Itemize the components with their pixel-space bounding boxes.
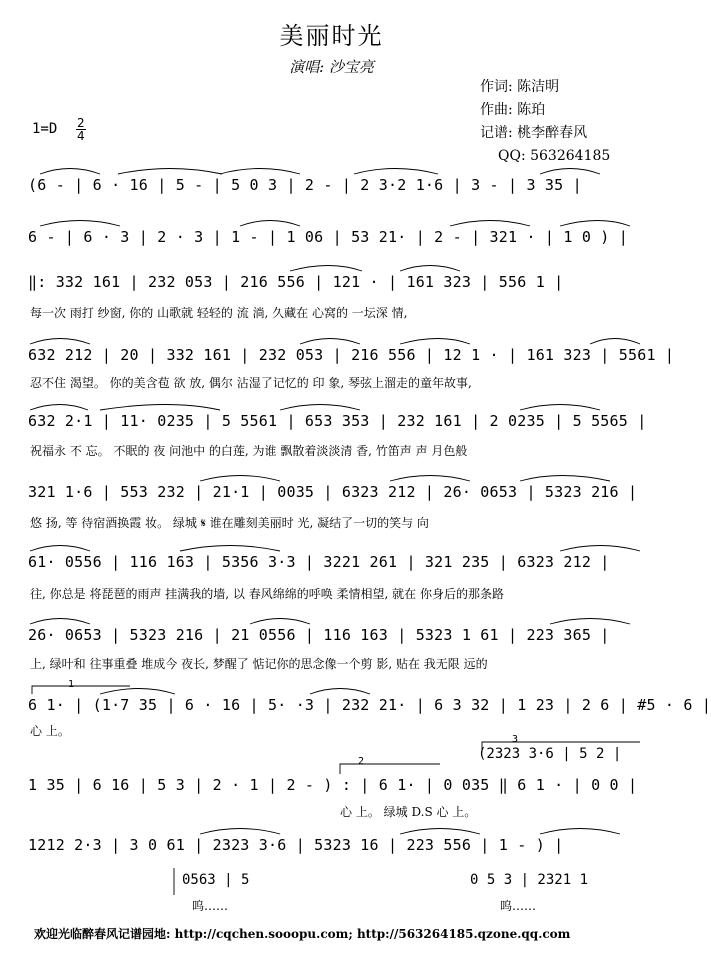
volta-3-label: 3 (512, 734, 519, 745)
credits-block (480, 76, 610, 168)
lyric-line-10: 心 上。 绿城 D.S 心 上。 (340, 805, 477, 819)
key-signature: 1=D (32, 121, 58, 137)
notation-line-1: (6 - | 6 · 16 | 5 - | 5 0 3 | 2 - | 2 3·2 1·6 | 3 - | 3 35 | (28, 176, 582, 194)
time-signature-bottom: 4 (77, 129, 85, 143)
volta-1-label: 1 (68, 679, 75, 690)
notation-line-2: 6 - | 6 · 3 | 2 · 3 | 1 - | 1 06 | 53 21· | 2 - | 321 · | 1 0 ) | (28, 228, 628, 246)
qq-credit: QQ: 563264185 (498, 148, 611, 164)
ossia-left-notation: 0563 | 5 (182, 872, 250, 888)
composer-credit: 作曲: 陈珀 (480, 102, 546, 118)
notation-line-10: 1 35 | 6 16 | 5 3 | 2 · 1 | 2 - ) : | 6 1· | 0 035 ‖ 6 1 · | 0 0 | (28, 776, 638, 794)
notation-line-11: 1212 2·3 | 3 0 61 | 2323 3·6 | 5323 16 | 223 556 | 1 - ) | (28, 836, 564, 854)
time-signature-top: 2 (77, 116, 85, 130)
notation-line-6: 321 1·6 | 553 232 | 21·1 | 0035 | 6323 212 | 26· 0653 | 5323 216 | (28, 483, 638, 501)
lyricist-credit: 作词: 陈洁明 (480, 79, 560, 95)
lyric-line-3: 每一次 雨打 纱窗, 你的 山歌就 轻轻的 流 淌, 久藏在 心窝的 一坛深 情, (30, 306, 408, 320)
footer-links: 欢迎光临醉春风记谱园地: http://cqchen.sooopu.com; http://563264185.qzone.qq.com (34, 927, 571, 941)
notation-line-4: 632 212 | 20 | 332 161 | 232 053 | 216 556 | 12 1 · | 161 323 | 5561 | (28, 346, 675, 364)
lyric-line-6: 悠 扬, 等 待宿酒换霞 妆。 绿城 𝄋 谁在雕刻美丽时 光, 凝结了一切的笑与 向 (30, 516, 429, 530)
alt-ending-notation: (2323 3·6 | 5 2 | (478, 746, 622, 762)
notation-line-3: ‖: 332 161 | 232 053 | 216 556 | 121 · | 161 323 | 556 1 | (28, 273, 564, 291)
volta-2-label: 2 (358, 756, 365, 767)
lyric-line-8: 上, 绿叶和 往事重叠 堆成今 夜长, 梦醒了 惦记你的思念像一个剪 影, 贴在 我无限 远的 (30, 657, 488, 671)
notation-line-5: 632 2·1 | 11· 0235 | 5 5561 | 653 353 | 232 161 | 2 0235 | 5 5565 | (28, 412, 647, 430)
notation-line-9: 6 1· | (1·7 35 | 6 · 16 | 5· ·3 | 232 21· | 6 3 32 | 1 23 | 2 6 | #5 · 6 | (28, 696, 711, 714)
lyric-line-4: 忍不住 渴望。 你的美含苞 欲 放, 偶尔 沾湿了记忆的 印 象, 琴弦上溜走的童年故事, (30, 376, 472, 390)
singer-credit: 演唱: 沙宝亮 (289, 58, 374, 76)
notation-line-8: 26· 0653 | 5323 216 | 21 0556 | 116 163 | 5323 1 61 | 223 365 | (28, 626, 610, 644)
ossia-right-notation: 0 5 3 | 2321 1 (470, 872, 589, 888)
transcriber-credit: 记谱: 桃李醉春风 (480, 125, 588, 141)
time-signature (76, 117, 86, 142)
song-title: 美丽时光 (279, 22, 384, 50)
notation-line-7: 61· 0556 | 116 163 | 5356 3·3 | 3221 261 | 321 235 | 6323 212 | (28, 553, 610, 571)
ossia-right-lyric: 呜…… (500, 899, 537, 913)
lyric-line-7: 往, 你总是 将琵琶的雨声 挂满我的墙, 以 春风绵绵的呼唤 柔情相望, 就在 你身后的那条路 (30, 587, 504, 601)
ossia-left-lyric: 呜…… (192, 899, 229, 913)
lyric-line-5: 祝福永 不 忘。 不眠的 夜 问池中 的白莲, 为谁 飘散着淡淡清 香, 竹笛声 声 月色般 (30, 444, 468, 458)
lyric-line-9: 心 上。 (30, 724, 70, 738)
